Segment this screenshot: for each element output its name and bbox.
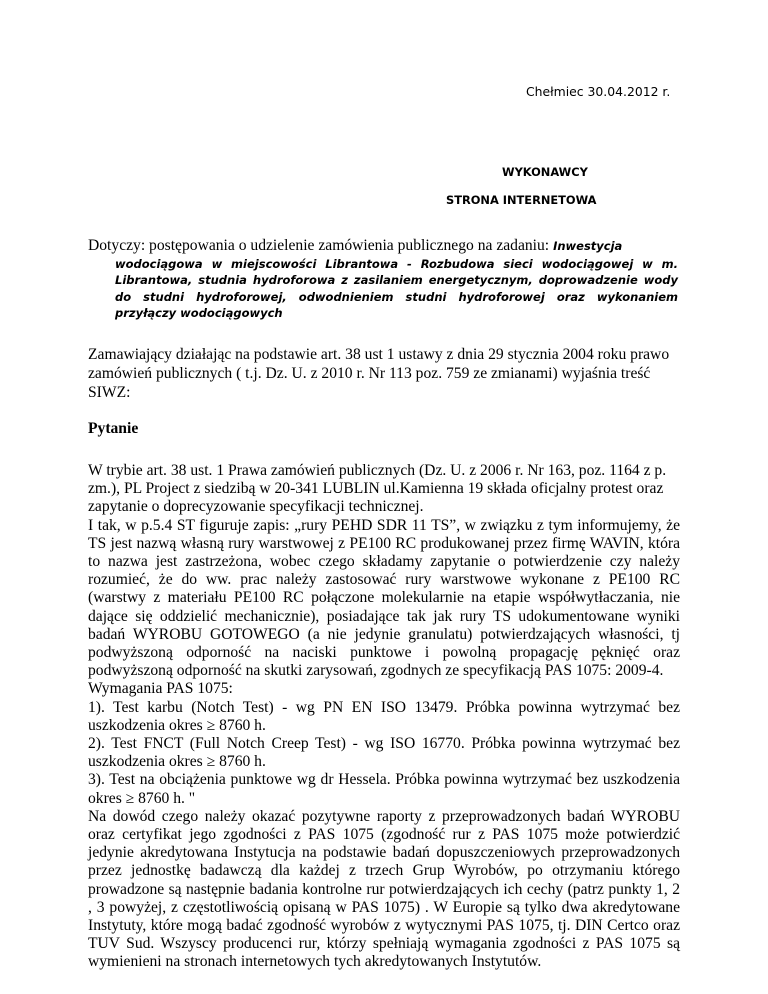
subject-lead: Dotyczy: postępowania o udzielenie zamówienia publicznego na zadaniu: xyxy=(88,237,550,254)
subject-first-line xyxy=(88,236,678,256)
question-heading: Pytanie xyxy=(88,420,139,437)
recipient-contractors: WYKONAWCY xyxy=(502,165,588,179)
question-body xyxy=(88,462,680,972)
question-paragraph: I tak, w p.5.4 ST figuruje zapis: „rury PEHD SDR 11 TS”, w związku z tym informujemy, że TS jest nazwą własną rury warstwowej z PE100 RC produkowanej przez firmę WAVIN, która to nazwa jest zastrzeżona, wobec czego składamy zapytanie o potwierdzenie czy należy rozumieć, że do ww. prac należy zastosować rury warstwowe wykonane z PE100 RC (warstwy z materiału PE100 RC połączone molekularnie na etapie współwytłaczania, nie dające się oddzielić mechanicznie), posiadające tak jak rury TS udokumentowane wyniki badań WYROBU GOTOWEGO (a nie jedynie granulatu) potwierdzających własności, tj podwyższoną odporność na naciski punktowe i powolną propagację pęknięć oraz podwyższoną odporność na skutki zarysowań, zgodnych ze specyfikacją PAS 1075: 2009-4. xyxy=(88,516,680,680)
subject-title-start: Inwestycja xyxy=(553,239,623,253)
question-paragraph: Wymagania PAS 1075: xyxy=(88,680,233,698)
subject-block xyxy=(88,236,678,322)
question-paragraph: 3). Test na obciążenia punktowe wg dr Hessela. Próbka powinna wytrzymać bez uszkodzenia okres ≥ 8760 h. " xyxy=(88,771,680,807)
question-paragraph: W trybie art. 38 ust. 1 Prawa zamówień publicznych (Dz. U. z 2006 r. Nr 163, poz. 1164 z p. zm.), PL Project z siedzibą w 20-341 LUBLIN ul.Kamienna 19 składa oficjalny protest oraz zapytanie o doprecyzowanie specyfikacji technicznej. xyxy=(88,462,667,516)
document-date: Chełmiec 30.04.2012 r. xyxy=(526,84,671,99)
question-paragraph: 2). Test FNCT (Full Notch Creep Test) - wg ISO 16770. Próbka powinna wytrzymać bez uszkodzenia okres ≥ 8760 h. xyxy=(88,735,680,771)
question-paragraph: 1). Test karbu (Notch Test) - wg PN EN ISO 13479. Próbka powinna wytrzymać bez uszkodzenia okres ≥ 8760 h. xyxy=(88,698,680,734)
subject-title-continuation: wodociągowa w miejscowości Librantowa - Rozbudowa sieci wodociągowej w m. Librantowa, studnia hydroforowa z zasilaniem energetycznym, doprowadzenie wody do studni hydroforowej, odwodnieniem studni hydroforowej oraz wykonaniem przyłączy wodociągowych xyxy=(115,257,678,321)
intro-paragraph: Zamawiający działając na podstawie art. 38 ust 1 ustawy z dnia 29 stycznia 2004 roku prawo zamówień publicznych ( t.j. Dz. U. z 2010 r. Nr 113 poz. 759 ze zmianami) wyjaśnia treść SIWZ: xyxy=(88,346,670,401)
recipient-website: STRONA INTERNETOWA xyxy=(446,193,597,207)
question-paragraph: Na dowód czego należy okazać pozytywne raporty z przeprowadzonych badań WYROBU oraz certyfikat jego zgodności z PAS 1075 (zgodność rur z PAS 1075 może potwierdzić jedynie akredytowana Instytucja na podstawie badań dopuszczeniowych przeprowadzonych przez jednostkę badawczą dla każdej z trzech Grup Wyrobów, po otrzymaniu którego prowadzone są następnie badania kontrolne rur potwierdzających ich cechy (patrz punkty 1, 2 , 3 powyżej, z częstotliwością opisaną w PAS 1075) . W Europie są tylko dwa akredytowane Instytuty, które mogą badać zgodność wyrobów z wytycznymi PAS 1075, tj. DIN Certco oraz TUV Sud. Wszyscy producenci rur, którzy spełniają wymagania zgodności z PAS 1075 są wymienieni na stronach internetowych tych akredytowanych Instytutów. xyxy=(88,807,680,971)
